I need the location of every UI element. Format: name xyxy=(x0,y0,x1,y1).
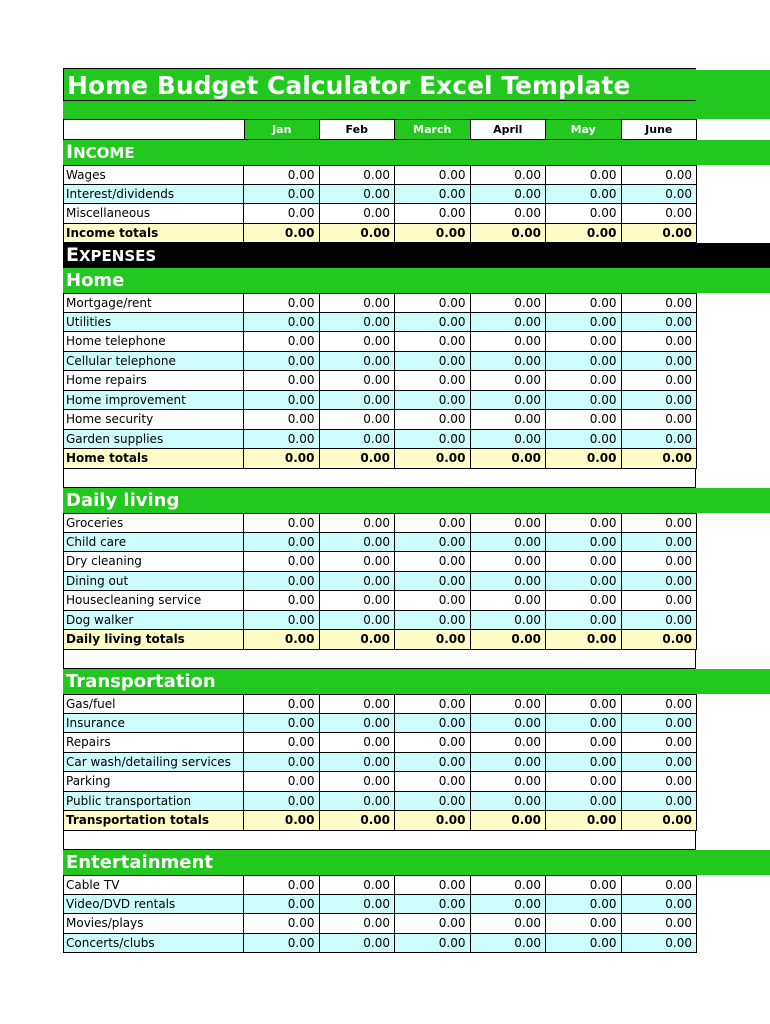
row-label-cell[interactable]: Home telephone xyxy=(63,332,244,352)
value-cell[interactable]: 0.00 xyxy=(546,753,622,773)
value-cell[interactable]: 0.00 xyxy=(395,714,471,734)
table-row xyxy=(63,753,770,773)
total-value-cell[interactable]: 0.00 xyxy=(244,811,320,831)
value-cell[interactable]: 0.00 xyxy=(622,332,698,352)
totals-row xyxy=(63,449,770,469)
total-value-cell[interactable]: 0.00 xyxy=(471,449,547,469)
row-label-cell[interactable]: Dog walker xyxy=(63,611,244,631)
table-row xyxy=(63,293,770,313)
total-value-cell[interactable]: 0.00 xyxy=(546,449,622,469)
value-cell[interactable]: 0.00 xyxy=(320,165,396,185)
value-cell[interactable]: 0.00 xyxy=(471,313,547,333)
row-label-cell[interactable]: Car wash/detailing services xyxy=(63,753,244,773)
totals-label-cell[interactable]: Home totals xyxy=(63,449,244,469)
value-cell[interactable]: 0.00 xyxy=(395,313,471,333)
value-cell[interactable]: 0.00 xyxy=(471,694,547,714)
row-label-cell[interactable]: Public transportation xyxy=(63,792,244,812)
value-cell[interactable]: 0.00 xyxy=(244,792,320,812)
home-section-header: Home xyxy=(63,268,770,293)
row-label-cell[interactable]: Video/DVD rentals xyxy=(63,895,244,915)
green-divider xyxy=(63,101,770,119)
table-row xyxy=(63,410,770,430)
value-cell[interactable]: 0.00 xyxy=(244,185,320,205)
value-cell[interactable]: 0.00 xyxy=(395,293,471,313)
value-cell[interactable]: 0.00 xyxy=(244,772,320,792)
value-cell[interactable]: 0.00 xyxy=(546,895,622,915)
value-cell[interactable]: 0.00 xyxy=(622,410,698,430)
value-cell[interactable]: 0.00 xyxy=(244,430,320,450)
value-cell[interactable]: 0.00 xyxy=(622,313,698,333)
value-cell[interactable]: 0.00 xyxy=(244,410,320,430)
totals-label-cell[interactable]: Transportation totals xyxy=(63,811,244,831)
value-cell[interactable]: 0.00 xyxy=(244,694,320,714)
expenses-section-header xyxy=(63,243,770,268)
value-cell[interactable]: 0.00 xyxy=(320,513,396,533)
value-cell[interactable]: 0.00 xyxy=(395,772,471,792)
value-cell[interactable]: 0.00 xyxy=(395,875,471,895)
value-cell[interactable]: 0.00 xyxy=(395,895,471,915)
total-value-cell[interactable]: 0.00 xyxy=(622,630,698,650)
total-value-cell[interactable]: 0.00 xyxy=(471,224,547,244)
value-cell[interactable]: 0.00 xyxy=(471,714,547,734)
row-label-cell[interactable]: Groceries xyxy=(63,513,244,533)
value-cell[interactable]: 0.00 xyxy=(395,914,471,934)
value-cell[interactable]: 0.00 xyxy=(471,165,547,185)
title-bar xyxy=(63,68,770,101)
value-cell[interactable]: 0.00 xyxy=(320,332,396,352)
expenses-header-rest: XPENSES xyxy=(78,247,157,265)
value-cell[interactable]: 0.00 xyxy=(395,533,471,553)
value-cell[interactable]: 0.00 xyxy=(244,513,320,533)
month-header-jan[interactable]: Jan xyxy=(244,119,320,140)
row-label-cell[interactable]: Miscellaneous xyxy=(63,204,244,224)
totals-label-cell[interactable]: Daily living totals xyxy=(63,630,244,650)
value-cell[interactable]: 0.00 xyxy=(320,185,396,205)
value-cell[interactable]: 0.00 xyxy=(471,204,547,224)
value-cell[interactable]: 0.00 xyxy=(546,165,622,185)
row-label-cell[interactable]: Movies/plays xyxy=(63,914,244,934)
table-row xyxy=(63,552,770,572)
value-cell[interactable]: 0.00 xyxy=(546,513,622,533)
row-label-cell[interactable]: Wages xyxy=(63,165,244,185)
table-row xyxy=(63,313,770,333)
value-cell[interactable]: 0.00 xyxy=(471,772,547,792)
value-cell[interactable]: 0.00 xyxy=(244,895,320,915)
value-cell[interactable]: 0.00 xyxy=(546,410,622,430)
total-value-cell[interactable]: 0.00 xyxy=(622,224,698,244)
total-value-cell[interactable]: 0.00 xyxy=(320,224,396,244)
total-value-cell[interactable]: 0.00 xyxy=(546,630,622,650)
value-cell[interactable]: 0.00 xyxy=(320,533,396,553)
page-title: Home Budget Calculator Excel Template xyxy=(63,68,696,101)
budget-sheet xyxy=(63,68,770,953)
value-cell[interactable]: 0.00 xyxy=(320,591,396,611)
value-cell[interactable]: 0.00 xyxy=(622,914,698,934)
value-cell[interactable]: 0.00 xyxy=(471,391,547,411)
value-cell[interactable]: 0.00 xyxy=(546,733,622,753)
value-cell[interactable]: 0.00 xyxy=(546,714,622,734)
table-row xyxy=(63,694,770,714)
value-cell[interactable]: 0.00 xyxy=(395,204,471,224)
total-value-cell[interactable]: 0.00 xyxy=(471,811,547,831)
value-cell[interactable]: 0.00 xyxy=(244,611,320,631)
total-value-cell[interactable]: 0.00 xyxy=(395,449,471,469)
value-cell[interactable]: 0.00 xyxy=(320,410,396,430)
value-cell[interactable]: 0.00 xyxy=(546,391,622,411)
value-cell[interactable]: 0.00 xyxy=(244,391,320,411)
value-cell[interactable]: 0.00 xyxy=(395,430,471,450)
month-header-june[interactable]: June xyxy=(622,119,698,140)
table-row xyxy=(63,714,770,734)
value-cell[interactable]: 0.00 xyxy=(395,694,471,714)
table-row xyxy=(63,165,770,185)
value-cell[interactable]: 0.00 xyxy=(244,332,320,352)
table-row xyxy=(63,591,770,611)
value-cell[interactable]: 0.00 xyxy=(395,733,471,753)
value-cell[interactable]: 0.00 xyxy=(622,552,698,572)
value-cell[interactable]: 0.00 xyxy=(622,875,698,895)
table-row xyxy=(63,772,770,792)
value-cell[interactable]: 0.00 xyxy=(320,792,396,812)
value-cell[interactable]: 0.00 xyxy=(546,552,622,572)
row-label-cell[interactable]: Home security xyxy=(63,410,244,430)
month-header-feb[interactable]: Feb xyxy=(320,119,396,140)
value-cell[interactable]: 0.00 xyxy=(622,733,698,753)
table-row xyxy=(63,733,770,753)
row-label-cell[interactable]: Home repairs xyxy=(63,371,244,391)
value-cell[interactable]: 0.00 xyxy=(622,533,698,553)
value-cell[interactable]: 0.00 xyxy=(471,552,547,572)
home-rows xyxy=(63,293,770,469)
value-cell[interactable]: 0.00 xyxy=(395,934,471,954)
value-cell[interactable]: 0.00 xyxy=(320,772,396,792)
row-label-cell[interactable]: Parking xyxy=(63,772,244,792)
value-cell[interactable]: 0.00 xyxy=(244,533,320,553)
value-cell[interactable]: 0.00 xyxy=(471,753,547,773)
value-cell[interactable]: 0.00 xyxy=(471,352,547,372)
value-cell[interactable]: 0.00 xyxy=(622,895,698,915)
spacer-row[interactable] xyxy=(63,831,696,851)
table-row xyxy=(63,934,770,954)
totals-row xyxy=(63,811,770,831)
value-cell[interactable]: 0.00 xyxy=(546,914,622,934)
totals-row xyxy=(63,630,770,650)
value-cell[interactable]: 0.00 xyxy=(244,591,320,611)
value-cell[interactable]: 0.00 xyxy=(471,430,547,450)
row-label-cell[interactable]: Cable TV xyxy=(63,875,244,895)
value-cell[interactable]: 0.00 xyxy=(622,792,698,812)
value-cell[interactable]: 0.00 xyxy=(320,895,396,915)
table-row xyxy=(63,875,770,895)
value-cell[interactable]: 0.00 xyxy=(395,611,471,631)
value-cell[interactable]: 0.00 xyxy=(395,552,471,572)
value-cell[interactable]: 0.00 xyxy=(622,513,698,533)
value-cell[interactable]: 0.00 xyxy=(546,332,622,352)
value-cell[interactable]: 0.00 xyxy=(546,611,622,631)
value-cell[interactable]: 0.00 xyxy=(320,552,396,572)
value-cell[interactable]: 0.00 xyxy=(546,352,622,372)
value-cell[interactable]: 0.00 xyxy=(471,914,547,934)
month-header-march[interactable]: March xyxy=(395,119,471,140)
value-cell[interactable]: 0.00 xyxy=(622,293,698,313)
value-cell[interactable]: 0.00 xyxy=(395,753,471,773)
value-cell[interactable]: 0.00 xyxy=(622,371,698,391)
value-cell[interactable]: 0.00 xyxy=(471,371,547,391)
value-cell[interactable]: 0.00 xyxy=(395,410,471,430)
table-row xyxy=(63,792,770,812)
value-cell[interactable]: 0.00 xyxy=(622,204,698,224)
total-value-cell[interactable]: 0.00 xyxy=(546,224,622,244)
value-cell[interactable]: 0.00 xyxy=(244,753,320,773)
value-cell[interactable]: 0.00 xyxy=(320,391,396,411)
title-bar-extension xyxy=(696,70,770,101)
value-cell[interactable]: 0.00 xyxy=(395,371,471,391)
value-cell[interactable]: 0.00 xyxy=(395,165,471,185)
total-value-cell[interactable]: 0.00 xyxy=(320,811,396,831)
value-cell[interactable]: 0.00 xyxy=(622,694,698,714)
value-cell[interactable]: 0.00 xyxy=(395,391,471,411)
value-cell[interactable]: 0.00 xyxy=(244,165,320,185)
value-cell[interactable]: 0.00 xyxy=(320,371,396,391)
value-cell[interactable]: 0.00 xyxy=(471,513,547,533)
value-cell[interactable]: 0.00 xyxy=(395,332,471,352)
table-row xyxy=(63,185,770,205)
value-cell[interactable]: 0.00 xyxy=(395,591,471,611)
value-cell[interactable]: 0.00 xyxy=(546,772,622,792)
row-label-cell[interactable]: Cellular telephone xyxy=(63,352,244,372)
total-value-cell[interactable]: 0.00 xyxy=(244,224,320,244)
value-cell[interactable]: 0.00 xyxy=(320,753,396,773)
totals-row xyxy=(63,224,770,244)
month-header-april[interactable]: April xyxy=(471,119,547,140)
value-cell[interactable]: 0.00 xyxy=(320,430,396,450)
value-cell[interactable]: 0.00 xyxy=(622,430,698,450)
total-value-cell[interactable]: 0.00 xyxy=(244,630,320,650)
value-cell[interactable]: 0.00 xyxy=(471,572,547,592)
row-label-cell[interactable]: Utilities xyxy=(63,313,244,333)
value-cell[interactable]: 0.00 xyxy=(622,714,698,734)
table-row xyxy=(63,533,770,553)
value-cell[interactable]: 0.00 xyxy=(546,313,622,333)
value-cell[interactable]: 0.00 xyxy=(320,714,396,734)
value-cell[interactable]: 0.00 xyxy=(546,293,622,313)
row-label-cell[interactable]: Dry cleaning xyxy=(63,552,244,572)
month-header-may[interactable]: May xyxy=(546,119,622,140)
entertainment-section-header: Entertainment xyxy=(63,850,770,875)
value-cell[interactable]: 0.00 xyxy=(395,792,471,812)
total-value-cell[interactable]: 0.00 xyxy=(244,449,320,469)
value-cell[interactable]: 0.00 xyxy=(471,792,547,812)
totals-label-cell[interactable]: Income totals xyxy=(63,224,244,244)
value-cell[interactable]: 0.00 xyxy=(320,875,396,895)
daily-living-section-header: Daily living xyxy=(63,488,770,513)
value-cell[interactable]: 0.00 xyxy=(622,591,698,611)
total-value-cell[interactable]: 0.00 xyxy=(320,449,396,469)
value-cell[interactable]: 0.00 xyxy=(320,204,396,224)
value-cell[interactable]: 0.00 xyxy=(546,694,622,714)
table-row xyxy=(63,371,770,391)
value-cell[interactable]: 0.00 xyxy=(546,533,622,553)
month-header-row xyxy=(63,119,770,140)
value-cell[interactable]: 0.00 xyxy=(244,352,320,372)
value-cell[interactable]: 0.00 xyxy=(622,934,698,954)
row-label-cell[interactable]: Home improvement xyxy=(63,391,244,411)
total-value-cell[interactable]: 0.00 xyxy=(546,811,622,831)
value-cell[interactable]: 0.00 xyxy=(244,914,320,934)
month-header-label-cell[interactable] xyxy=(63,119,244,140)
table-row xyxy=(63,430,770,450)
value-cell[interactable]: 0.00 xyxy=(622,165,698,185)
value-cell[interactable]: 0.00 xyxy=(622,572,698,592)
row-label-cell[interactable]: Housecleaning service xyxy=(63,591,244,611)
value-cell[interactable]: 0.00 xyxy=(320,293,396,313)
value-cell[interactable]: 0.00 xyxy=(244,204,320,224)
row-label-cell[interactable]: Mortgage/rent xyxy=(63,293,244,313)
total-value-cell[interactable]: 0.00 xyxy=(471,630,547,650)
value-cell[interactable]: 0.00 xyxy=(471,591,547,611)
table-row xyxy=(63,391,770,411)
value-cell[interactable]: 0.00 xyxy=(320,352,396,372)
value-cell[interactable]: 0.00 xyxy=(244,875,320,895)
income-header-initial: I xyxy=(66,141,74,163)
row-label-cell[interactable]: Garden supplies xyxy=(63,430,244,450)
value-cell[interactable]: 0.00 xyxy=(244,572,320,592)
table-row xyxy=(63,611,770,631)
value-cell[interactable]: 0.00 xyxy=(244,733,320,753)
row-label-cell[interactable]: Child care xyxy=(63,533,244,553)
value-cell[interactable]: 0.00 xyxy=(471,293,547,313)
value-cell[interactable]: 0.00 xyxy=(622,352,698,372)
value-cell[interactable]: 0.00 xyxy=(395,185,471,205)
value-cell[interactable]: 0.00 xyxy=(320,611,396,631)
value-cell[interactable]: 0.00 xyxy=(471,332,547,352)
total-value-cell[interactable]: 0.00 xyxy=(395,811,471,831)
value-cell[interactable]: 0.00 xyxy=(395,352,471,372)
row-label-cell[interactable]: Dining out xyxy=(63,572,244,592)
value-cell[interactable]: 0.00 xyxy=(546,185,622,205)
value-cell[interactable]: 0.00 xyxy=(546,875,622,895)
spacer-row[interactable] xyxy=(63,650,696,670)
value-cell[interactable]: 0.00 xyxy=(471,875,547,895)
value-cell[interactable]: 0.00 xyxy=(622,391,698,411)
total-value-cell[interactable]: 0.00 xyxy=(395,224,471,244)
value-cell[interactable]: 0.00 xyxy=(320,694,396,714)
value-cell[interactable]: 0.00 xyxy=(471,533,547,553)
transportation-rows xyxy=(63,694,770,831)
value-cell[interactable]: 0.00 xyxy=(244,934,320,954)
income-section-header xyxy=(63,140,770,165)
income-rows xyxy=(63,165,770,243)
value-cell[interactable]: 0.00 xyxy=(395,572,471,592)
value-cell[interactable]: 0.00 xyxy=(471,611,547,631)
value-cell[interactable]: 0.00 xyxy=(622,772,698,792)
value-cell[interactable]: 0.00 xyxy=(546,591,622,611)
value-cell[interactable]: 0.00 xyxy=(546,792,622,812)
spacer-row[interactable] xyxy=(63,469,696,489)
value-cell[interactable]: 0.00 xyxy=(622,611,698,631)
value-cell[interactable]: 0.00 xyxy=(622,185,698,205)
total-value-cell[interactable]: 0.00 xyxy=(320,630,396,650)
table-row xyxy=(63,572,770,592)
value-cell[interactable]: 0.00 xyxy=(471,733,547,753)
value-cell[interactable]: 0.00 xyxy=(471,185,547,205)
row-label-cell[interactable]: Concerts/clubs xyxy=(63,934,244,954)
table-row xyxy=(63,332,770,352)
income-header-rest: NCOME xyxy=(73,144,135,162)
entertainment-rows xyxy=(63,875,770,953)
daily-living-rows xyxy=(63,513,770,650)
transportation-section-header: Transportation xyxy=(63,669,770,694)
row-label-cell[interactable]: Gas/fuel xyxy=(63,694,244,714)
value-cell[interactable]: 0.00 xyxy=(320,934,396,954)
value-cell[interactable]: 0.00 xyxy=(471,934,547,954)
value-cell[interactable]: 0.00 xyxy=(244,714,320,734)
value-cell[interactable]: 0.00 xyxy=(320,313,396,333)
value-cell[interactable]: 0.00 xyxy=(244,552,320,572)
total-value-cell[interactable]: 0.00 xyxy=(395,630,471,650)
total-value-cell[interactable]: 0.00 xyxy=(622,449,698,469)
table-row xyxy=(63,204,770,224)
row-label-cell[interactable]: Interest/dividends xyxy=(63,185,244,205)
value-cell[interactable]: 0.00 xyxy=(546,430,622,450)
value-cell[interactable]: 0.00 xyxy=(395,513,471,533)
value-cell[interactable]: 0.00 xyxy=(244,371,320,391)
value-cell[interactable]: 0.00 xyxy=(546,371,622,391)
table-row xyxy=(63,895,770,915)
value-cell[interactable]: 0.00 xyxy=(320,733,396,753)
row-label-cell[interactable]: Repairs xyxy=(63,733,244,753)
value-cell[interactable]: 0.00 xyxy=(320,914,396,934)
value-cell[interactable]: 0.00 xyxy=(244,313,320,333)
value-cell[interactable]: 0.00 xyxy=(546,204,622,224)
value-cell[interactable]: 0.00 xyxy=(546,572,622,592)
total-value-cell[interactable]: 0.00 xyxy=(622,811,698,831)
expenses-header-initial: E xyxy=(66,244,79,266)
table-row xyxy=(63,352,770,372)
value-cell[interactable]: 0.00 xyxy=(244,293,320,313)
value-cell[interactable]: 0.00 xyxy=(622,753,698,773)
row-label-cell[interactable]: Insurance xyxy=(63,714,244,734)
value-cell[interactable]: 0.00 xyxy=(546,934,622,954)
value-cell[interactable]: 0.00 xyxy=(471,895,547,915)
table-row xyxy=(63,513,770,533)
value-cell[interactable]: 0.00 xyxy=(320,572,396,592)
table-row xyxy=(63,914,770,934)
value-cell[interactable]: 0.00 xyxy=(471,410,547,430)
